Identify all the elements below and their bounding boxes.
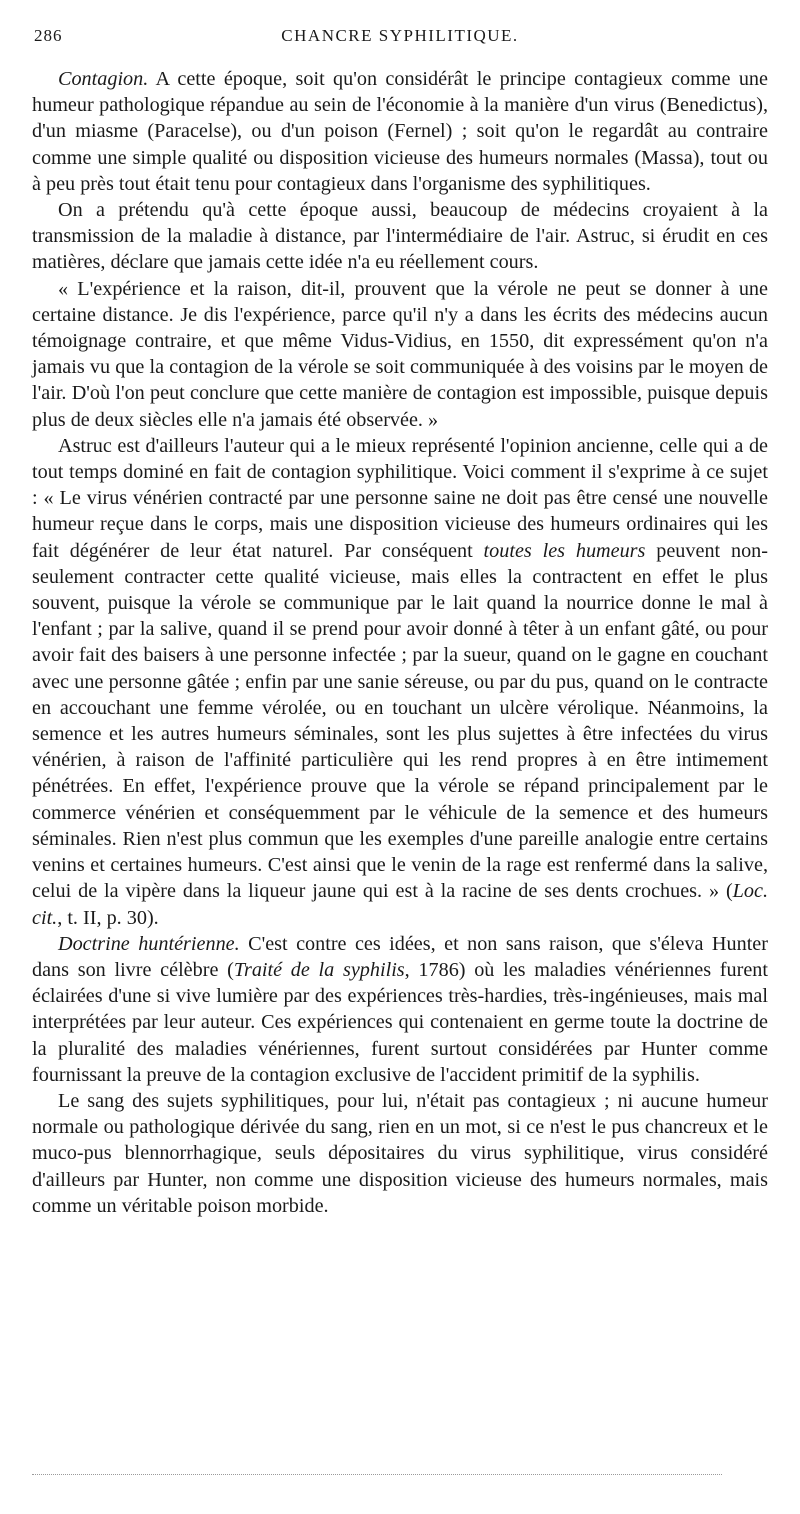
paragraph-sang-syphilitique: [32, 1088, 768, 1219]
page-number: 286: [34, 26, 63, 45]
paragraph-doctrine-hunterienne: [32, 931, 768, 1088]
paragraph-contagion: [32, 66, 768, 197]
paragraph-text: On a prétendu qu'à cette époque aussi, beaucoup de médecins croyaient à la transmission de la maladie à distance, par l'intermédiaire de l'air. Astruc, si érudit en ces matières, déclare que jamais cette idée n'a eu réellement cours.: [32, 199, 768, 274]
paragraph-text: « L'expérience et la raison, dit-il, prouvent que la vérole ne peut se donner à une certaine distance. Je dis l'expérience, parce qu'il n'y a dans les écrits des médecins aucun témoignage contraire, et que même Vidus-Vidius, en 1550, dit expressément qu'on n'a jamais vu que la contagion de la vérole se soit communiquée à des voisins par le moyen de l'air. D'où l'on peut conclure que cette manière de contagion est impossible, puisque depuis plus de deux siècles elle n'a jamais été observée. »: [32, 277, 768, 431]
paragraph-air-transmission: [32, 197, 768, 276]
book-page: [32, 26, 768, 1219]
citation-loc-cit: Loc. cit.: [32, 880, 768, 929]
paragraph-text: C'est contre ces idées, et non sans raison, que s'éleva Hunter dans son livre célèbre (: [32, 932, 768, 981]
paragraph-text: , t. II, p. 30).: [57, 906, 159, 929]
paragraph-text: , 1786) où les maladies vénériennes furent éclairées d'une si vive lumière par des expériences très-hardies, très-ingénieuses, mais mal interprétées par leur auteur. Ces expériences qui contenaient en germe toute la doctrine de la pluralité des maladies vénériennes, furent surtout considérées par Hunter comme fournissant la preuve de la contagion exclusive de l'accident primitif de la syphilis.: [32, 958, 768, 1086]
section-lead-doctrine: Doctrine huntérienne.: [58, 932, 240, 955]
paragraph-text: Astruc est d'ailleurs l'auteur qui a le mieux représenté l'opinion ancienne, celle qui a de tout temps dominé en fait de contagion syphilitique. Voici comment il s'exprime à ce sujet : « Le virus vénérien contracté par une personne saine ne doit pas être censé une nouvelle humeur reçue dans le corps, mais une disposition vicieuse des humeurs ordinaires qui les fait dégénérer de leur état naturel. Par conséquent: [32, 434, 768, 562]
paragraph-text: Le sang des sujets syphilitiques, pour lui, n'était pas contagieux ; ni aucune humeur normale ou pathologique dérivée du sang, rien en un mot, si ce n'est le pus chancreux et le muco-pus blennorrhagique, seuls dépositaires du virus syphilitique, virus considéré d'ailleurs par Hunter, non comme une disposition vicieuse des humeurs normales, mais comme un véritable poison morbide.: [32, 1089, 768, 1217]
paragraph-astruc-opinion: [32, 433, 768, 931]
body-text: [32, 66, 768, 1219]
book-title-traite: Traité de la syphilis: [233, 958, 405, 981]
emphasis-toutes-les-humeurs: toutes les humeurs: [483, 539, 646, 562]
section-lead-contagion: Contagion.: [58, 68, 149, 90]
paragraph-text: A cette époque, soit qu'on considérât le principe contagieux comme une humeur pathologique répandue au sein de l'économie à la manière d'un virus (Benedictus), d'un miasme (Paracelse), ou d'un poison (Fernel) ; soit qu'on le regardât au contraire comme une simple qualité ou disposition vicieuse des humeurs normales (Massa), tout ou à peu près tout était tenu pour contagieux dans l'organisme des syphilitiques.: [32, 68, 768, 195]
running-title: CHANCRE SYPHILITIQUE.: [281, 26, 519, 45]
footer-divider: [32, 1474, 722, 1475]
page-header: [32, 26, 768, 52]
paragraph-text: peuvent non-seulement contracter cette qualité vicieuse, mais elles la contractent en effet le plus souvent, puisque la vérole se communique par le lait quand la nourrice donne le mal à l'enfant ; par la salive, quand il se prend pour avoir donné à têter à un enfant gâté, ou pour avoir fait des baisers à une personne infectée ; par la sueur, quand on le gagne en couchant avec une personne gâtée ; enfin par une sanie séreuse, ou par du pus, quand on le contracte en accouchant une femme vérolée, ou en touchant un ulcère vérolique. Néanmoins, la semence et les autres humeurs séminales, sont les plus sujettes à être infectées du virus vénérien, à raison de l'affinité particulière qui les rend propres à en être intimement pénétrées. En effet, l'expérience prouve que la vérole se répand principalement par le commerce vénérien et conséquemment par le véhicule de la semence et des humeurs séminales. Rien n'est plus commun que les exemples d'une pareille analogie entre certains venins et certaines humeurs. C'est ainsi que le venin de la rage est renfermé dans la salive, celui de la vipère dans la liqueur jaune qui est à la racine de ses dents crochues. » (: [32, 539, 768, 903]
paragraph-astruc-quote: [32, 276, 768, 433]
